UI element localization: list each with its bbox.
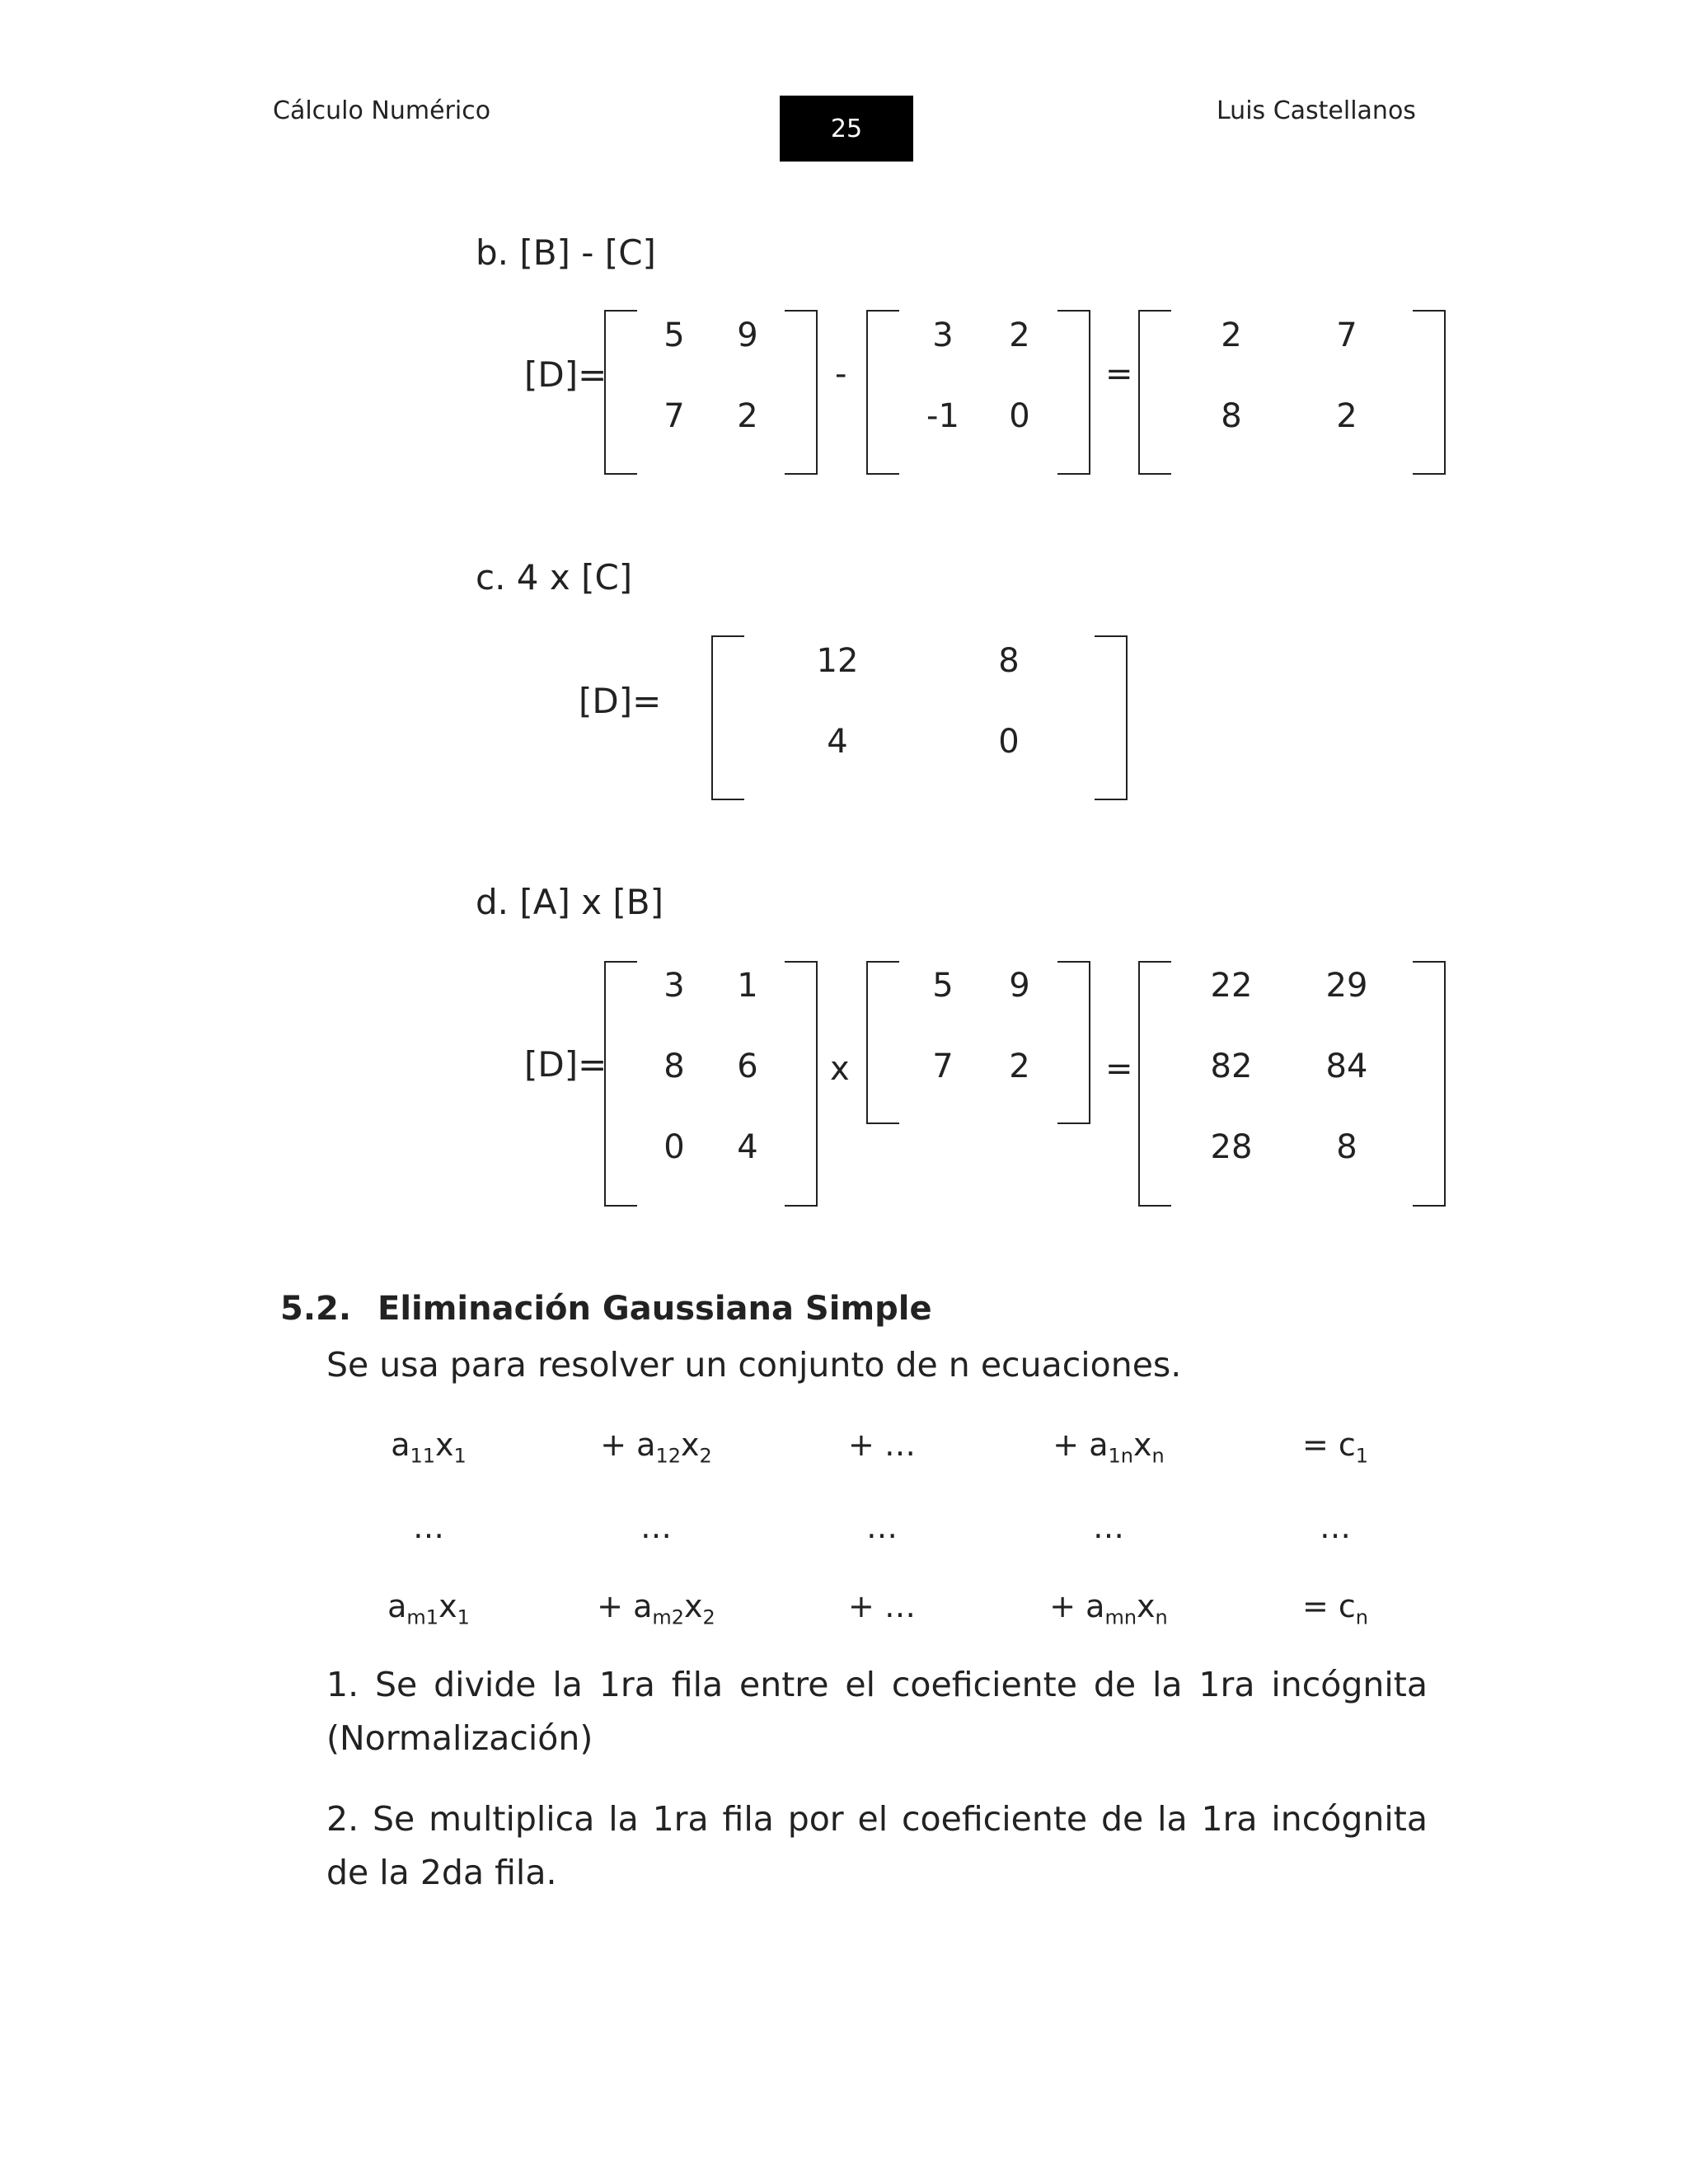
equation-term: + …: [848, 1427, 916, 1463]
item-d-m1-cell: 1: [737, 967, 758, 1005]
item-d-m2-cell: 7: [932, 1047, 954, 1085]
item-d-m1-cell: 8: [663, 1047, 685, 1085]
item-c-m1-cell: 12: [816, 642, 859, 680]
section-title: Eliminación Gaussiana Simple: [377, 1290, 932, 1328]
item-c-m1-cell: 4: [827, 723, 848, 761]
item-c-m1-right-bracket: [1095, 635, 1128, 800]
item-d-m3-right-bracket: [1413, 961, 1446, 1207]
item-b-m1-cell: 2: [737, 397, 758, 435]
item-d-m3-cell: 28: [1210, 1128, 1253, 1166]
equation-term: + …: [848, 1588, 916, 1624]
header-left-title: Cálculo Numérico: [273, 96, 491, 125]
item-d-m1-cell: 6: [737, 1047, 758, 1085]
equation-term: = $c_1$: [1301, 1427, 1369, 1468]
equation-term: + $a_{mn}x_n$: [1049, 1588, 1168, 1629]
equation-ellipsis: …: [1320, 1509, 1351, 1545]
item-d-m1-cell: 3: [663, 967, 685, 1005]
item-d-m2-cell: 2: [1009, 1047, 1030, 1085]
section-intro: Se usa para resolver un conjunto de n ecuaciones.: [326, 1345, 1182, 1385]
equation-ellipsis: …: [413, 1509, 444, 1545]
equation-ellipsis: …: [866, 1509, 898, 1545]
item-d-times-operator: x: [830, 1050, 850, 1088]
item-b-m3-cell: 2: [1221, 316, 1242, 354]
item-d-equals-sign: =: [1105, 1050, 1133, 1088]
equation-term: + $a_{12}x_2$: [600, 1427, 712, 1468]
item-b-label: b. [B] - [C]: [476, 232, 656, 273]
item-b-m2-cell: -1: [926, 397, 959, 435]
equation-term: + $a_{1n}x_n$: [1053, 1427, 1165, 1468]
equation-term: = $c_n$: [1301, 1588, 1369, 1629]
item-d-m1-cell: 4: [737, 1128, 758, 1166]
item-d-lhs: [D]=: [524, 1044, 607, 1085]
item-b-m1-cell: 5: [663, 316, 685, 354]
equation-ellipsis: …: [640, 1509, 672, 1545]
item-b-m3-left-bracket: [1138, 310, 1171, 475]
page-number-box: 25: [780, 96, 913, 162]
item-b-m3-cell: 8: [1221, 397, 1242, 435]
item-b-minus-operator: -: [835, 355, 847, 393]
item-c-m1-cell: 0: [998, 723, 1020, 761]
step-2-paragraph: 2. Se multiplica la 1ra fila por el coeficiente de la 1ra incógnita de la 2da fila.: [326, 1799, 1428, 1892]
item-d-m2-cell: 5: [932, 967, 954, 1005]
item-d-m3-cell: 8: [1336, 1128, 1357, 1166]
item-c-label: c. 4 x [C]: [476, 557, 633, 598]
item-d-m3-cell: 22: [1210, 967, 1253, 1005]
item-d-m3-cell: 84: [1325, 1047, 1368, 1085]
item-c-lhs: [D]=: [579, 681, 662, 721]
item-b-m2-cell: 0: [1009, 397, 1030, 435]
item-b-m1-cell: 7: [663, 397, 685, 435]
item-c-m1-cell: 8: [998, 642, 1020, 680]
equation-term: + $a_{m2}x_2$: [597, 1588, 715, 1629]
step-1-paragraph: 1. Se divide la 1ra fila entre el coeficiente de la 1ra incógnita (Normalización): [326, 1665, 1428, 1758]
equation-ellipsis: …: [1093, 1509, 1124, 1545]
item-b-m3-right-bracket: [1413, 310, 1446, 475]
equation-term: $a_{m1}x_1$: [387, 1588, 470, 1629]
item-c-m1-left-bracket: [711, 635, 744, 800]
item-d-m1-cell: 0: [663, 1128, 685, 1166]
item-b-m1-cell: 9: [737, 316, 758, 354]
item-d-m3-cell: 29: [1325, 967, 1368, 1005]
header-right-author: Luis Castellanos: [1217, 96, 1416, 125]
item-b-m2-cell: 3: [932, 316, 954, 354]
item-d-label: d. [A] x [B]: [476, 882, 664, 922]
item-d-m2-cell: 9: [1009, 967, 1030, 1005]
item-b-m3-cell: 2: [1336, 397, 1357, 435]
item-b-m2-cell: 2: [1009, 316, 1030, 354]
item-b-m3-cell: 7: [1336, 316, 1357, 354]
section-number: 5.2.: [280, 1290, 352, 1328]
item-b-lhs: [D]=: [524, 354, 607, 395]
item-d-m3-left-bracket: [1138, 961, 1171, 1207]
equation-term: $a_{11}x_1$: [391, 1427, 467, 1468]
item-d-m3-cell: 82: [1210, 1047, 1253, 1085]
item-b-equals-sign: =: [1105, 355, 1133, 393]
